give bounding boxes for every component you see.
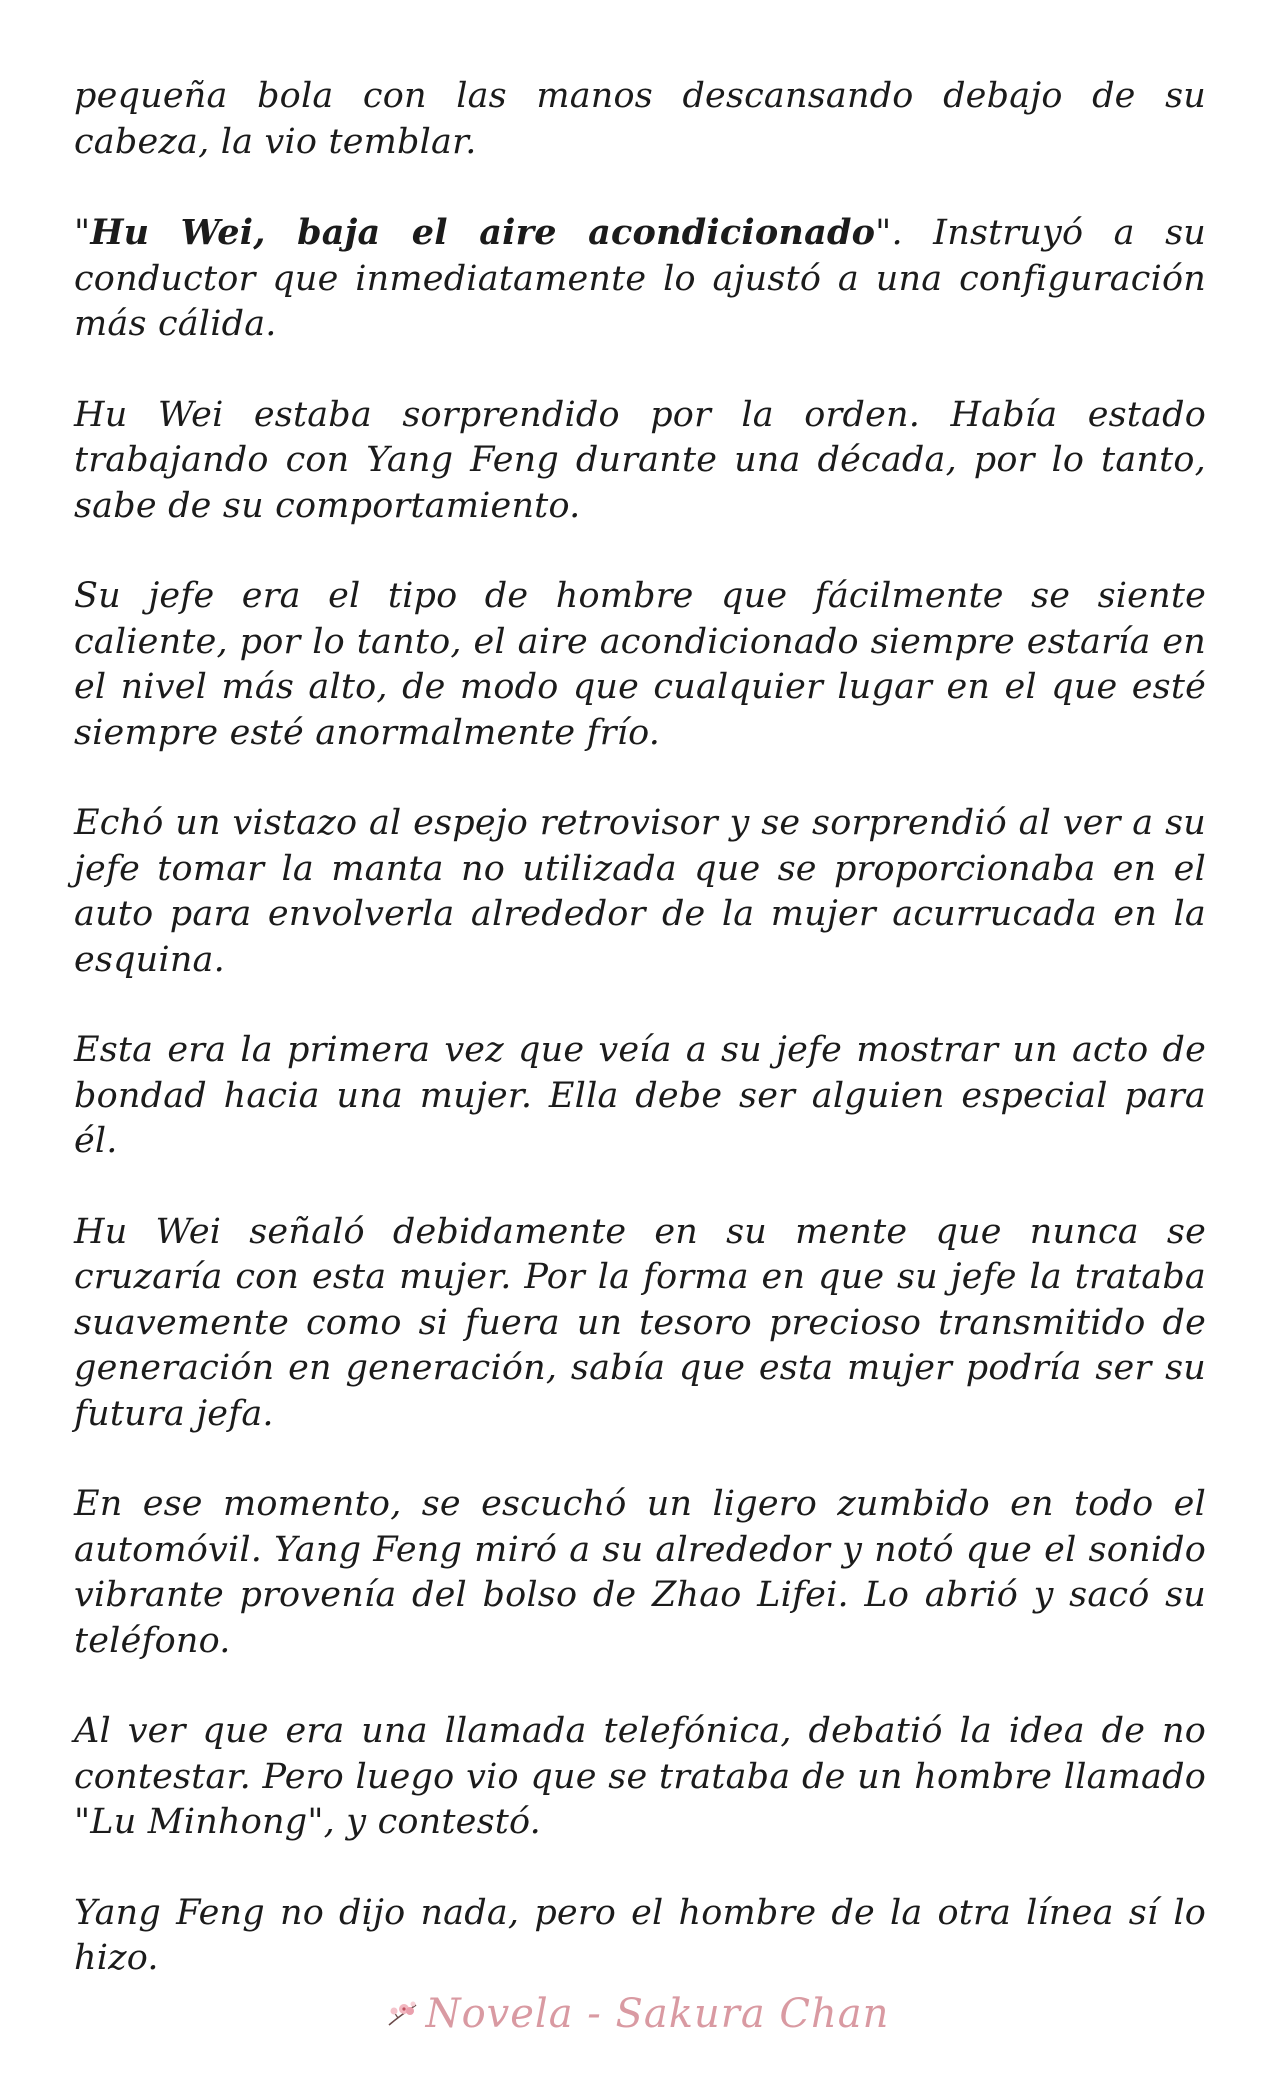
sakura-flower-icon [386,1999,420,2029]
dialogue-quote: Hu Wei, baja el aire acondicionado [90,212,876,253]
paragraph-6: Esta era la primera vez que veía a su jefe mostrar un acto de bondad hacia una mujer. Ella debe ser alguien especial para él. [74,1030,1206,1161]
footer-watermark [0,1984,1275,2044]
paragraph-7: Hu Wei señaló debidamente en su mente que nunca se cruzaría con esta mujer. Por la forma en que su jefe la trataba suavemente como si fuera un tesoro precioso transmitido de generación en generación, sabía que esta mujer podría ser su futura jefa. [74,1211,1206,1434]
brand-logo [386,1991,890,2037]
paragraph-2 [74,210,1206,348]
brand-text: Novela - Sakura Chan [425,1991,890,2037]
document-body [74,74,1206,2027]
quote-close: " [875,213,892,253]
paragraph-3: Hu Wei estaba sorprendido por la orden. Había estado trabajando con Yang Feng durante una década, por lo tanto, sabe de su comportamiento. [74,394,1206,526]
paragraph-4: Su jefe era el tipo de hombre que fácilmente se siente caliente, por lo tanto, el aire acondicionado siempre estaría en el nivel más alto, de modo que cualquier lugar en el que esté siempre esté anormalmente frío. [74,576,1206,753]
paragraph-5: Echó un vistazo al espejo retrovisor y se sorprendió al ver a su jefe tomar la manta no utilizada que se proporcionaba en el auto para envolverla alrededor de la mujer acurrucada en la esquina. [74,803,1206,980]
quote-open: " [74,213,91,253]
paragraph-8: En ese momento, se escuchó un ligero zumbido en todo el automóvil. Yang Feng miró a su alrededor y notó que el sonido vibrante provenía del bolso de Zhao Lifei. Lo abrió y sacó su teléfono. [74,1484,1206,1661]
paragraph-1: pequeña bola con las manos descansando debajo de su cabeza, la vio temblar. [74,76,1206,162]
paragraph-2-rest: . Instruyó a su conductor que inmediatamente lo ajustó a una configuración más cálida. [74,213,1207,344]
paragraph-10: Yang Feng no dijo nada, pero el hombre de la otra línea sí lo hizo. [74,1892,1206,1978]
paragraph-9: Al ver que era una llamada telefónica, debatió la idea de no contestar. Pero luego vio que se trataba de un hombre llamado "Lu Minhong", y contestó. [74,1711,1206,1842]
